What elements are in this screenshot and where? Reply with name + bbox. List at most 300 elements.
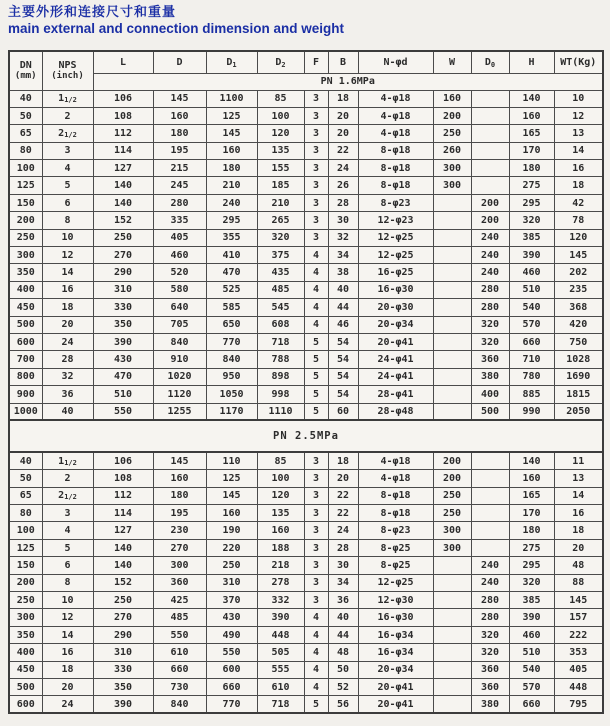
cell: 1100	[206, 90, 257, 107]
table-row-dn-500-pn16	[9, 316, 603, 333]
cell: 840	[153, 696, 206, 713]
table-row-dn-65-pn25	[9, 487, 603, 504]
cell: 5	[42, 177, 93, 194]
cell: 8-φ18	[358, 160, 433, 177]
cell: 350	[93, 316, 153, 333]
cell: 18	[42, 661, 93, 678]
cell: 250	[9, 592, 42, 609]
cell: 280	[471, 281, 509, 298]
cell	[471, 522, 509, 539]
cell: 100	[9, 160, 42, 177]
cell: 140	[93, 539, 153, 556]
cell: 108	[93, 107, 153, 124]
cell: 18	[328, 452, 358, 469]
cell: 200	[433, 470, 471, 487]
table-row-dn-40-pn16	[9, 90, 603, 107]
cell: 135	[257, 142, 304, 159]
cell: 300	[153, 557, 206, 574]
cell: 4	[304, 264, 328, 281]
cell: 320	[471, 626, 509, 643]
page-title	[8, 4, 602, 37]
cell: 32	[42, 368, 93, 385]
cell: 28	[328, 539, 358, 556]
cell: 600	[9, 696, 42, 713]
cell: 4	[304, 281, 328, 298]
cell	[433, 264, 471, 281]
cell	[433, 247, 471, 264]
cell: 106	[93, 452, 153, 469]
cell: 6	[42, 194, 93, 211]
section-header-pn16: PN 1.6MPa	[93, 73, 603, 90]
cell: 11/2	[42, 452, 93, 469]
cell: 80	[9, 142, 42, 159]
cell: 145	[206, 487, 257, 504]
cell: 710	[509, 351, 554, 368]
cell: 510	[509, 281, 554, 298]
cell: 4	[304, 247, 328, 264]
table-row-dn-100-pn25	[9, 522, 603, 539]
title-english: main external and connection dimension and weight	[8, 21, 345, 36]
cell: 195	[153, 505, 206, 522]
cell: 2	[42, 470, 93, 487]
cell: 20-φ34	[358, 316, 433, 333]
cell: 160	[509, 107, 554, 124]
cell: 1120	[153, 386, 206, 403]
cell: 16-φ30	[358, 609, 433, 626]
cell: 12	[42, 247, 93, 264]
cell: 20-φ41	[358, 679, 433, 696]
cell: 106	[93, 90, 153, 107]
cell: 1000	[9, 403, 42, 420]
cell: 400	[9, 281, 42, 298]
cell: 260	[433, 142, 471, 159]
cell: 150	[9, 194, 42, 211]
cell: 505	[257, 644, 304, 661]
cell: 28	[42, 351, 93, 368]
cell: 1170	[206, 403, 257, 420]
col-header-b: B	[328, 51, 358, 73]
cell: 125	[206, 107, 257, 124]
cell: 10	[554, 90, 603, 107]
cell: 40	[328, 281, 358, 298]
table-row-dn-900-pn16	[9, 386, 603, 403]
cell: 3	[304, 229, 328, 246]
cell: 20-φ34	[358, 661, 433, 678]
col-header-d: D	[153, 51, 206, 73]
cell: 12-φ23	[358, 212, 433, 229]
cell: 500	[9, 679, 42, 696]
cell: 16-φ30	[358, 281, 433, 298]
cell	[433, 557, 471, 574]
col-header-n-d: N-φd	[358, 51, 433, 73]
cell: 145	[153, 90, 206, 107]
cell: 485	[153, 609, 206, 626]
cell: 280	[153, 194, 206, 211]
cell: 500	[471, 403, 509, 420]
cell: 570	[509, 679, 554, 696]
cell: 250	[9, 229, 42, 246]
cell: 200	[471, 194, 509, 211]
cell: 24-φ41	[358, 351, 433, 368]
table-row-dn-500-pn25	[9, 679, 603, 696]
cell: 3	[304, 574, 328, 591]
cell: 52	[328, 679, 358, 696]
cell: 21/2	[42, 487, 93, 504]
cell	[433, 386, 471, 403]
cell: 140	[93, 194, 153, 211]
cell: 157	[554, 609, 603, 626]
cell: 155	[257, 160, 304, 177]
cell: 360	[471, 679, 509, 696]
cell: 525	[206, 281, 257, 298]
cell: 300	[433, 177, 471, 194]
cell: 390	[509, 609, 554, 626]
cell: 585	[206, 299, 257, 316]
cell: 11/2	[42, 90, 93, 107]
cell: 240	[471, 264, 509, 281]
cell: 50	[328, 661, 358, 678]
cell: 18	[554, 177, 603, 194]
cell: 20-φ41	[358, 696, 433, 713]
cell: 16	[554, 505, 603, 522]
cell: 640	[153, 299, 206, 316]
cell: 280	[471, 592, 509, 609]
cell: 42	[554, 194, 603, 211]
cell	[433, 316, 471, 333]
cell: 12-φ25	[358, 229, 433, 246]
cell: 3	[304, 90, 328, 107]
cell: 660	[153, 661, 206, 678]
cell: 54	[328, 386, 358, 403]
cell: 990	[509, 403, 554, 420]
cell: 14	[554, 142, 603, 159]
cell: 400	[471, 386, 509, 403]
col-header-l: L	[93, 51, 153, 73]
table-row-dn-1000-pn16	[9, 403, 603, 420]
cell: 332	[257, 592, 304, 609]
cell: 300	[433, 160, 471, 177]
cell	[433, 403, 471, 420]
cell	[433, 626, 471, 643]
cell: 180	[509, 160, 554, 177]
cell: 4-φ18	[358, 452, 433, 469]
cell: 380	[471, 696, 509, 713]
cell: 275	[509, 539, 554, 556]
cell	[433, 574, 471, 591]
cell: 180	[153, 487, 206, 504]
cell: 20-φ30	[358, 299, 433, 316]
cell	[433, 644, 471, 661]
cell: 160	[206, 505, 257, 522]
cell: 3	[304, 142, 328, 159]
cell: 898	[257, 368, 304, 385]
cell: 202	[554, 264, 603, 281]
cell: 125	[206, 470, 257, 487]
cell	[471, 452, 509, 469]
cell: 54	[328, 351, 358, 368]
cell: 120	[257, 487, 304, 504]
cell: 12-φ25	[358, 574, 433, 591]
cell: 135	[257, 505, 304, 522]
cell: 460	[509, 264, 554, 281]
cell: 788	[257, 351, 304, 368]
cell: 8-φ18	[358, 142, 433, 159]
cell: 600	[9, 333, 42, 350]
cell: 4-φ18	[358, 470, 433, 487]
cell: 4	[304, 679, 328, 696]
cell: 405	[554, 661, 603, 678]
cell: 44	[328, 626, 358, 643]
cell	[433, 351, 471, 368]
cell: 3	[304, 539, 328, 556]
cell: 300	[433, 522, 471, 539]
cell: 4	[42, 160, 93, 177]
col-header-wt-kg: WT(Kg)	[554, 51, 603, 73]
cell: 385	[509, 229, 554, 246]
cell: 450	[9, 299, 42, 316]
cell: 4-φ18	[358, 90, 433, 107]
cell: 5	[304, 368, 328, 385]
cell: 280	[471, 609, 509, 626]
cell: 4	[304, 299, 328, 316]
cell: 185	[257, 177, 304, 194]
cell: 170	[509, 505, 554, 522]
cell: 550	[93, 403, 153, 420]
cell: 608	[257, 316, 304, 333]
cell	[471, 539, 509, 556]
cell: 8	[42, 212, 93, 229]
cell: 78	[554, 212, 603, 229]
cell: 20	[328, 107, 358, 124]
cell: 165	[509, 487, 554, 504]
cell: 8-φ23	[358, 194, 433, 211]
table-head	[9, 51, 603, 90]
cell: 120	[257, 125, 304, 142]
col-header-d1: $D_1$	[206, 51, 257, 73]
table-row-dn-250-pn25	[9, 592, 603, 609]
cell: 550	[153, 626, 206, 643]
table-row-dn-80-pn25	[9, 505, 603, 522]
cell: 16	[42, 644, 93, 661]
cell: 210	[206, 177, 257, 194]
cell: 165	[509, 125, 554, 142]
cell: 160	[153, 107, 206, 124]
cell: 540	[509, 299, 554, 316]
cell: 40	[42, 403, 93, 420]
table-row-dn-300-pn25	[9, 609, 603, 626]
cell: 270	[153, 539, 206, 556]
cell: 22	[328, 505, 358, 522]
cell: 60	[328, 403, 358, 420]
cell: 240	[206, 194, 257, 211]
cell: 100	[257, 107, 304, 124]
cell: 44	[328, 299, 358, 316]
cell: 240	[471, 247, 509, 264]
cell: 4	[304, 316, 328, 333]
cell: 360	[471, 661, 509, 678]
cell: 310	[93, 644, 153, 661]
cell: 250	[93, 592, 153, 609]
cell: 46	[328, 316, 358, 333]
cell: 660	[206, 679, 257, 696]
cell: 220	[206, 539, 257, 556]
cell: 16-φ34	[358, 626, 433, 643]
cell: 310	[93, 281, 153, 298]
cell: 435	[257, 264, 304, 281]
cell	[471, 90, 509, 107]
cell: 270	[93, 247, 153, 264]
table-row-dn-40-pn25	[9, 452, 603, 469]
cell: 330	[93, 661, 153, 678]
cell: 145	[153, 452, 206, 469]
cell: 610	[153, 644, 206, 661]
cell: 245	[153, 177, 206, 194]
cell: 65	[9, 487, 42, 504]
cell: 108	[93, 470, 153, 487]
cell: 390	[509, 247, 554, 264]
cell: 32	[328, 229, 358, 246]
cell: 430	[206, 609, 257, 626]
cell: 900	[9, 386, 42, 403]
cell: 22	[328, 487, 358, 504]
cell: 8-φ25	[358, 557, 433, 574]
cell	[433, 592, 471, 609]
cell: 290	[93, 264, 153, 281]
cell: 275	[509, 177, 554, 194]
cell: 580	[153, 281, 206, 298]
cell: 34	[328, 247, 358, 264]
cell: 8-φ18	[358, 487, 433, 504]
cell: 180	[153, 125, 206, 142]
cell: 88	[554, 574, 603, 591]
cell: 718	[257, 696, 304, 713]
cell: 360	[471, 351, 509, 368]
cell: 610	[257, 679, 304, 696]
cell: 840	[153, 333, 206, 350]
cell: 470	[93, 368, 153, 385]
cell: 800	[9, 368, 42, 385]
cell: 100	[9, 522, 42, 539]
cell: 490	[206, 626, 257, 643]
cell: 34	[328, 574, 358, 591]
cell: 24	[42, 696, 93, 713]
cell: 250	[433, 505, 471, 522]
cell: 550	[206, 644, 257, 661]
col-header-nps: NPS (inch)	[42, 51, 93, 90]
cell: 278	[257, 574, 304, 591]
cell: 210	[257, 194, 304, 211]
table-row-dn-125-pn16	[9, 177, 603, 194]
col-header-dn: DN (mm)	[9, 51, 42, 90]
cell	[433, 229, 471, 246]
table-row-dn-600-pn16	[9, 333, 603, 350]
cell: 4	[304, 644, 328, 661]
cell: 114	[93, 142, 153, 159]
cell: 170	[509, 142, 554, 159]
cell: 3	[304, 194, 328, 211]
cell: 390	[93, 333, 153, 350]
cell: 145	[554, 247, 603, 264]
cell: 140	[509, 452, 554, 469]
cell: 140	[93, 557, 153, 574]
cell: 4	[304, 626, 328, 643]
cell: 375	[257, 247, 304, 264]
cell: 8-φ23	[358, 522, 433, 539]
cell: 16	[42, 281, 93, 298]
cell: 270	[93, 609, 153, 626]
cell: 30	[328, 212, 358, 229]
cell: 295	[509, 194, 554, 211]
cell: 26	[328, 177, 358, 194]
cell: 320	[471, 644, 509, 661]
cell: 390	[93, 696, 153, 713]
cell: 13	[554, 125, 603, 142]
cell	[471, 505, 509, 522]
cell: 3	[304, 505, 328, 522]
col-header-w: W	[433, 51, 471, 73]
cell: 40	[9, 452, 42, 469]
cell: 14	[42, 264, 93, 281]
table-body	[9, 90, 603, 713]
cell: 380	[471, 368, 509, 385]
section-separator-row	[9, 420, 603, 452]
cell: 885	[509, 386, 554, 403]
cell: 1110	[257, 403, 304, 420]
cell: 28	[328, 194, 358, 211]
table-row-dn-200-pn16	[9, 212, 603, 229]
cell: 112	[93, 125, 153, 142]
table-row-dn-80-pn16	[9, 142, 603, 159]
cell: 1690	[554, 368, 603, 385]
cell: 28-φ41	[358, 386, 433, 403]
cell: 310	[206, 574, 257, 591]
col-header-h: H	[509, 51, 554, 73]
cell: 718	[257, 333, 304, 350]
cell: 448	[554, 679, 603, 696]
cell: 460	[509, 626, 554, 643]
cell: 145	[206, 125, 257, 142]
cell: 160	[433, 90, 471, 107]
col-header-d0: $D_0$	[471, 51, 509, 73]
cell: 540	[509, 661, 554, 678]
cell: 48	[554, 557, 603, 574]
cell: 290	[93, 626, 153, 643]
cell: 510	[509, 644, 554, 661]
cell: 3	[304, 487, 328, 504]
table-row-dn-200-pn25	[9, 574, 603, 591]
cell: 140	[509, 90, 554, 107]
cell: 300	[9, 247, 42, 264]
cell: 22	[328, 142, 358, 159]
cell: 85	[257, 90, 304, 107]
cell: 200	[433, 107, 471, 124]
cell: 555	[257, 661, 304, 678]
cell: 650	[206, 316, 257, 333]
cell: 20	[42, 679, 93, 696]
cell: 13	[554, 470, 603, 487]
cell	[471, 487, 509, 504]
cell: 320	[471, 316, 509, 333]
cell: 355	[206, 229, 257, 246]
cell: 5	[304, 351, 328, 368]
cell: 460	[153, 247, 206, 264]
cell: 3	[42, 142, 93, 159]
cell: 368	[554, 299, 603, 316]
cell: 48	[328, 644, 358, 661]
cell: 56	[328, 696, 358, 713]
cell	[433, 194, 471, 211]
cell: 50	[9, 470, 42, 487]
